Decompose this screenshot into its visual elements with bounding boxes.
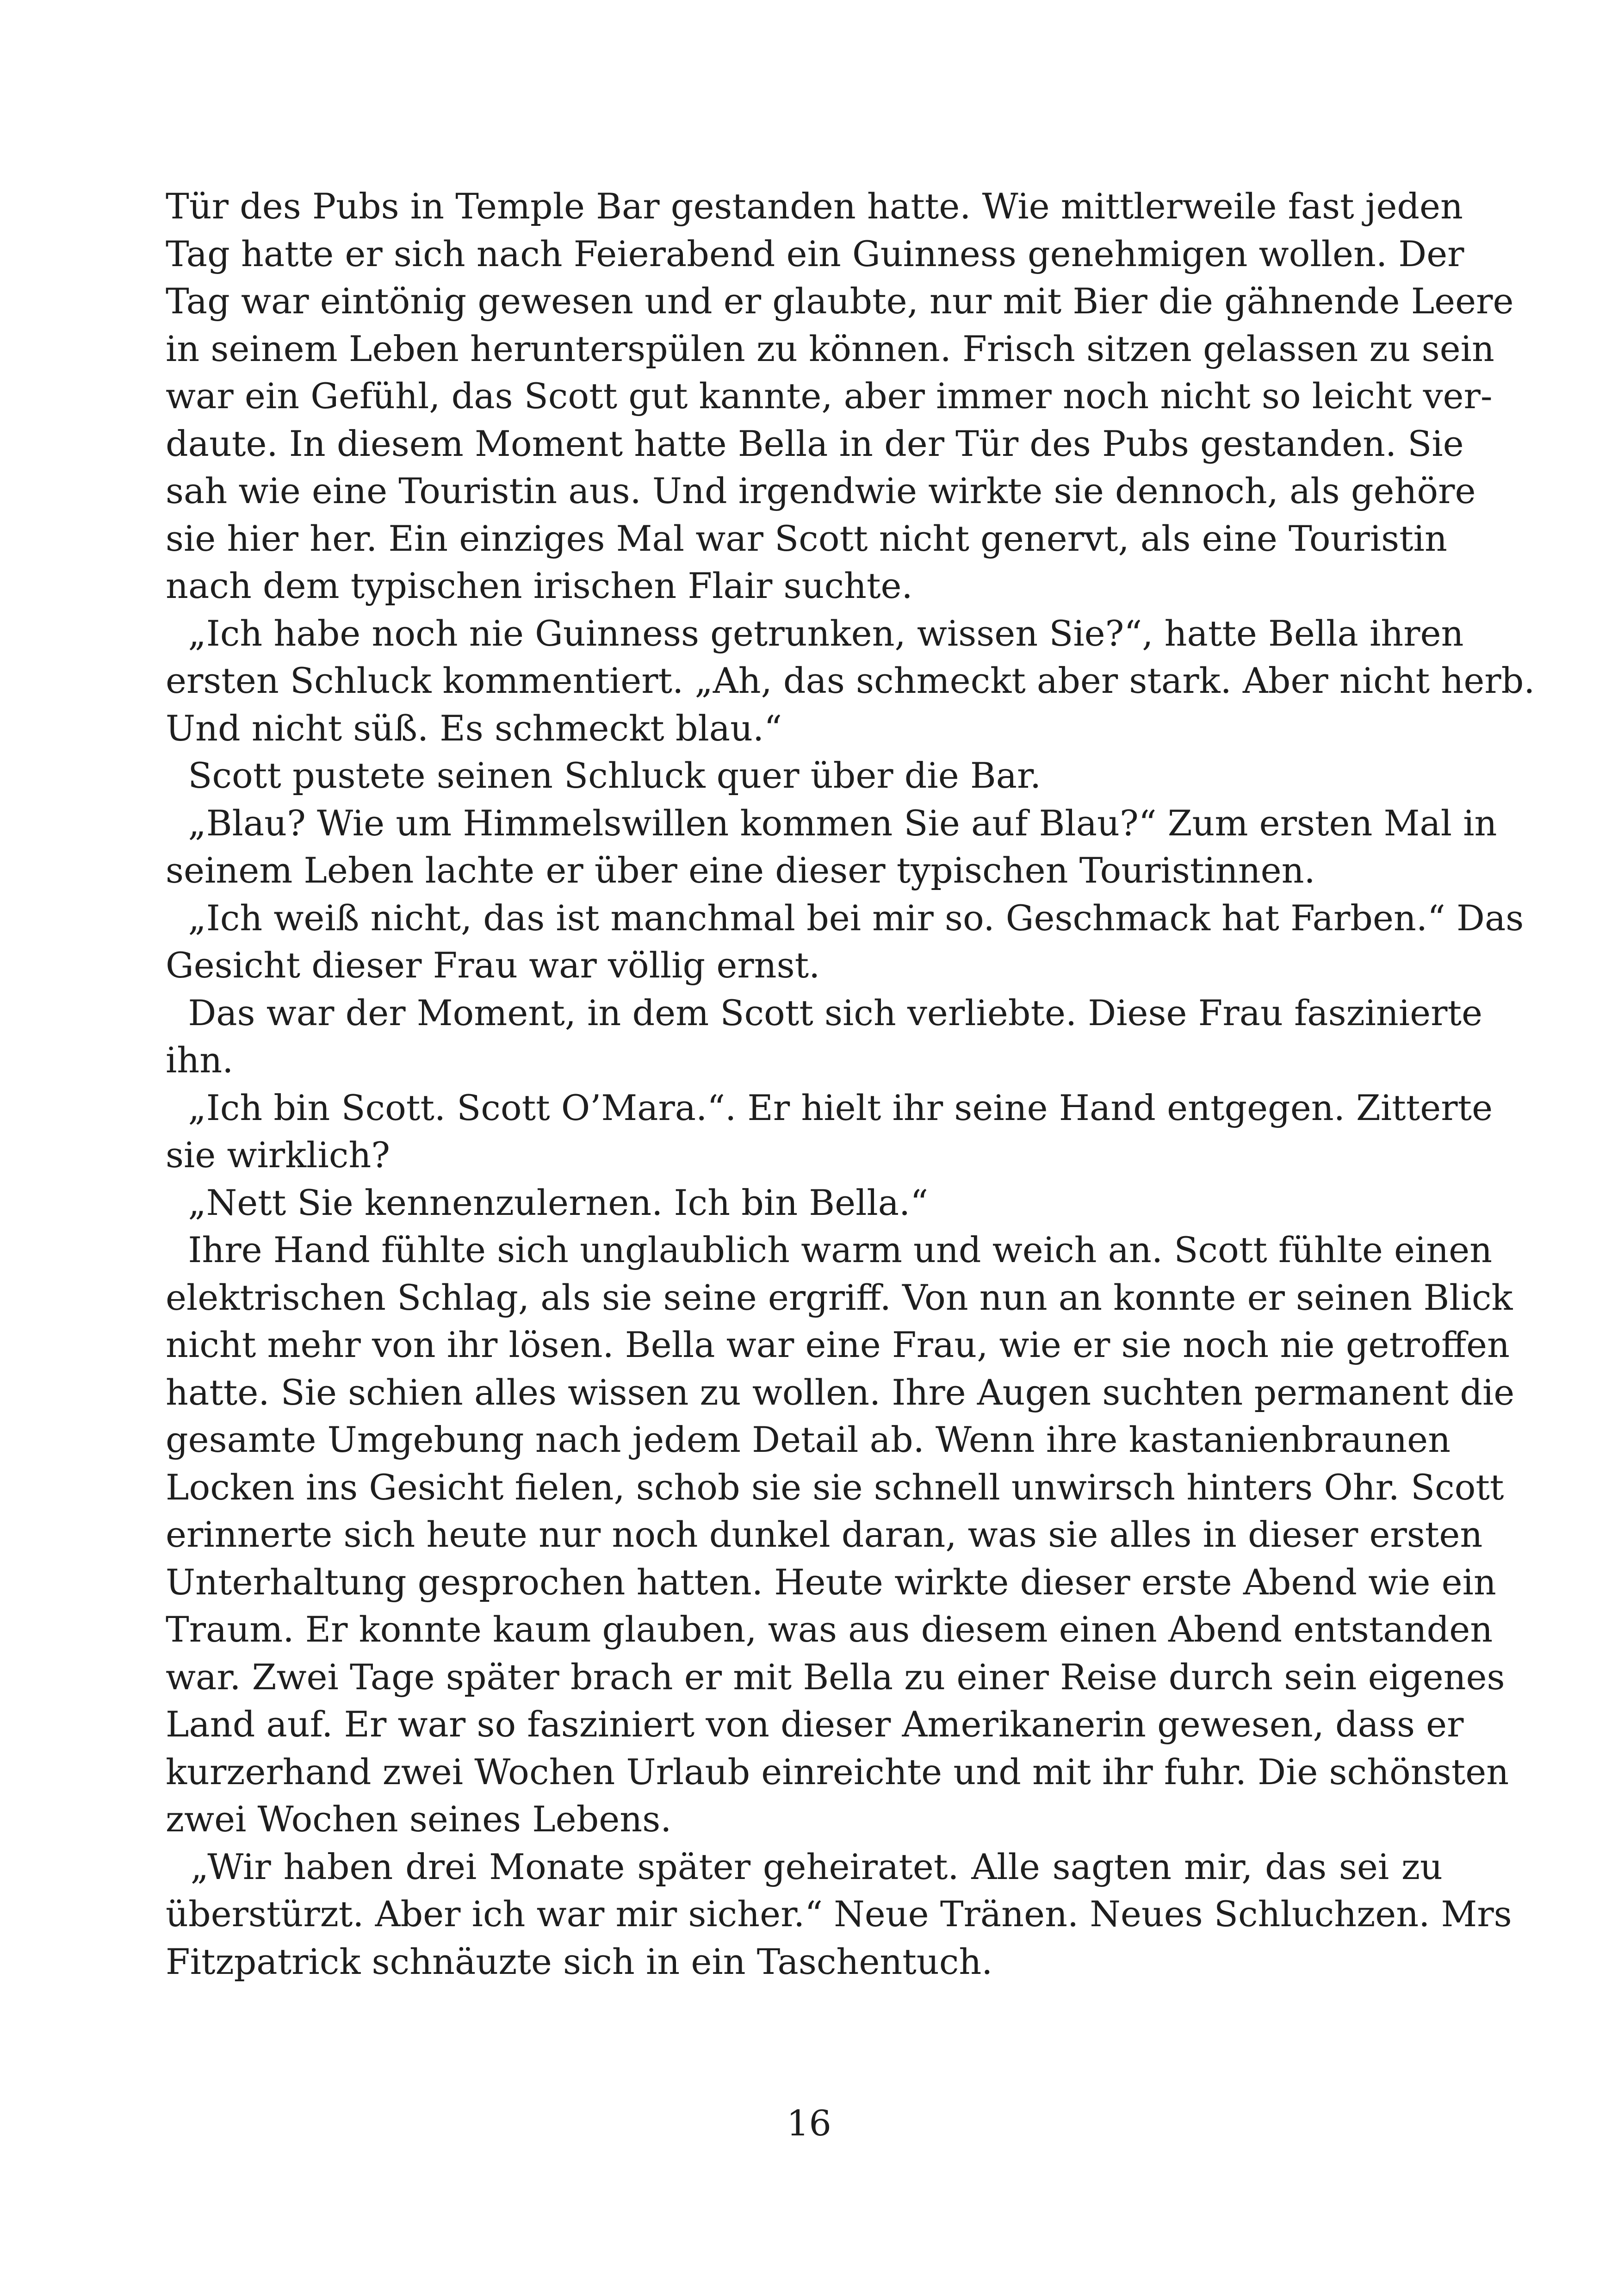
text-line: ersten Schluck kommentiert. „Ah, das schmeckt aber stark. Aber nicht herb.: [166, 660, 1535, 701]
text-line: Locken ins Gesicht fielen, schob sie sie schnell unwirsch hinters Ohr. Scott: [166, 1466, 1504, 1508]
text-line: „Ich bin Scott. Scott O’Mara.“. Er hielt ihr seine Hand entgegen. Zitterte: [166, 1087, 1493, 1128]
text-line: sie wirklich?: [166, 1134, 391, 1176]
text-line: erinnerte sich heute nur noch dunkel daran, was sie alles in dieser ersten: [166, 1514, 1483, 1555]
text-line: ihn.: [166, 1039, 234, 1081]
text-line: „Blau? Wie um Himmelswillen kommen Sie auf Blau?“ Zum ersten Mal in: [166, 802, 1497, 844]
text-line: Unterhaltung gesprochen hatten. Heute wirkte dieser erste Abend wie ein: [166, 1561, 1496, 1603]
text-line: elektrischen Schlag, als sie seine ergriff. Von nun an konnte er seinen Blick: [166, 1276, 1513, 1318]
text-line: war. Zwei Tage später brach er mit Bella zu einer Reise durch sein eigenes: [166, 1656, 1505, 1698]
text-line: überstürzt. Aber ich war mir sicher.“ Neue Tränen. Neues Schluchzen. Mrs: [166, 1893, 1512, 1935]
body-text: [166, 183, 1535, 1985]
text-line: Tür des Pubs in Temple Bar gestanden hatte. Wie mittlerweile fast jeden: [166, 186, 1463, 227]
text-line: nach dem typischen irischen Flair suchte.: [166, 565, 913, 606]
text-line: Land auf. Er war so fasziniert von dieser Amerikanerin gewesen, dass er: [166, 1704, 1464, 1745]
text-line: sah wie eine Touristin aus. Und irgendwie wirkte sie dennoch, als gehöre: [166, 470, 1476, 511]
text-line: Tag war eintönig gewesen und er glaubte, nur mit Bier die gähnende Leere: [166, 280, 1514, 322]
text-line: Traum. Er konnte kaum glauben, was aus diesem einen Abend entstanden: [166, 1609, 1493, 1650]
text-line: nicht mehr von ihr lösen. Bella war eine Frau, wie er sie noch nie getroffen: [166, 1324, 1510, 1365]
text-line: hatte. Sie schien alles wissen zu wollen. Ihre Augen suchten permanent die: [166, 1371, 1515, 1413]
text-line: seinem Leben lachte er über eine dieser typischen Touristinnen.: [166, 850, 1315, 891]
text-line: „Ich habe noch nie Guinness getrunken, wissen Sie?“, hatte Bella ihren: [166, 612, 1464, 654]
text-line: war ein Gefühl, das Scott gut kannte, aber immer noch nicht so leicht ver-: [166, 375, 1493, 417]
text-line: Gesicht dieser Frau war völlig ernst.: [166, 945, 820, 986]
text-line: zwei Wochen seines Lebens.: [166, 1798, 672, 1840]
text-line: gesamte Umgebung nach jedem Detail ab. Wenn ihre kastanienbraunen: [166, 1419, 1451, 1460]
text-line: Ihre Hand fühlte sich unglaublich warm und weich an. Scott fühlte einen: [166, 1229, 1493, 1270]
text-line: „Nett Sie kennenzulernen. Ich bin Bella.“: [166, 1182, 929, 1223]
text-line: kurzerhand zwei Wochen Urlaub einreichte und mit ihr fuhr. Die schönsten: [166, 1751, 1509, 1792]
text-line: daute. In diesem Moment hatte Bella in der Tür des Pubs gestanden. Sie: [166, 423, 1464, 464]
page-number: 16: [787, 2103, 831, 2144]
text-line: Tag hatte er sich nach Feierabend ein Guinness genehmigen wollen. Der: [166, 233, 1464, 274]
text-line: Das war der Moment, in dem Scott sich verliebte. Diese Frau faszinierte: [166, 992, 1482, 1033]
text-line: „Ich weiß nicht, das ist manchmal bei mir so. Geschmack hat Farben.“ Das: [166, 897, 1524, 939]
text-line: „Wir haben drei Monate später geheiratet. Alle sagten mir, das sei zu: [166, 1846, 1443, 1887]
text-line: Und nicht süß. Es schmeckt blau.“: [166, 707, 782, 749]
text-line: Scott pustete seinen Schluck quer über die Bar.: [166, 755, 1041, 796]
text-line: in seinem Leben herunterspülen zu können. Frisch sitzen gelassen zu sein: [166, 328, 1494, 369]
text-line: sie hier her. Ein einziges Mal war Scott nicht genervt, als eine Touristin: [166, 517, 1447, 559]
text-line: Fitzpatrick schnäuzte sich in ein Taschentuch.: [166, 1941, 993, 1982]
